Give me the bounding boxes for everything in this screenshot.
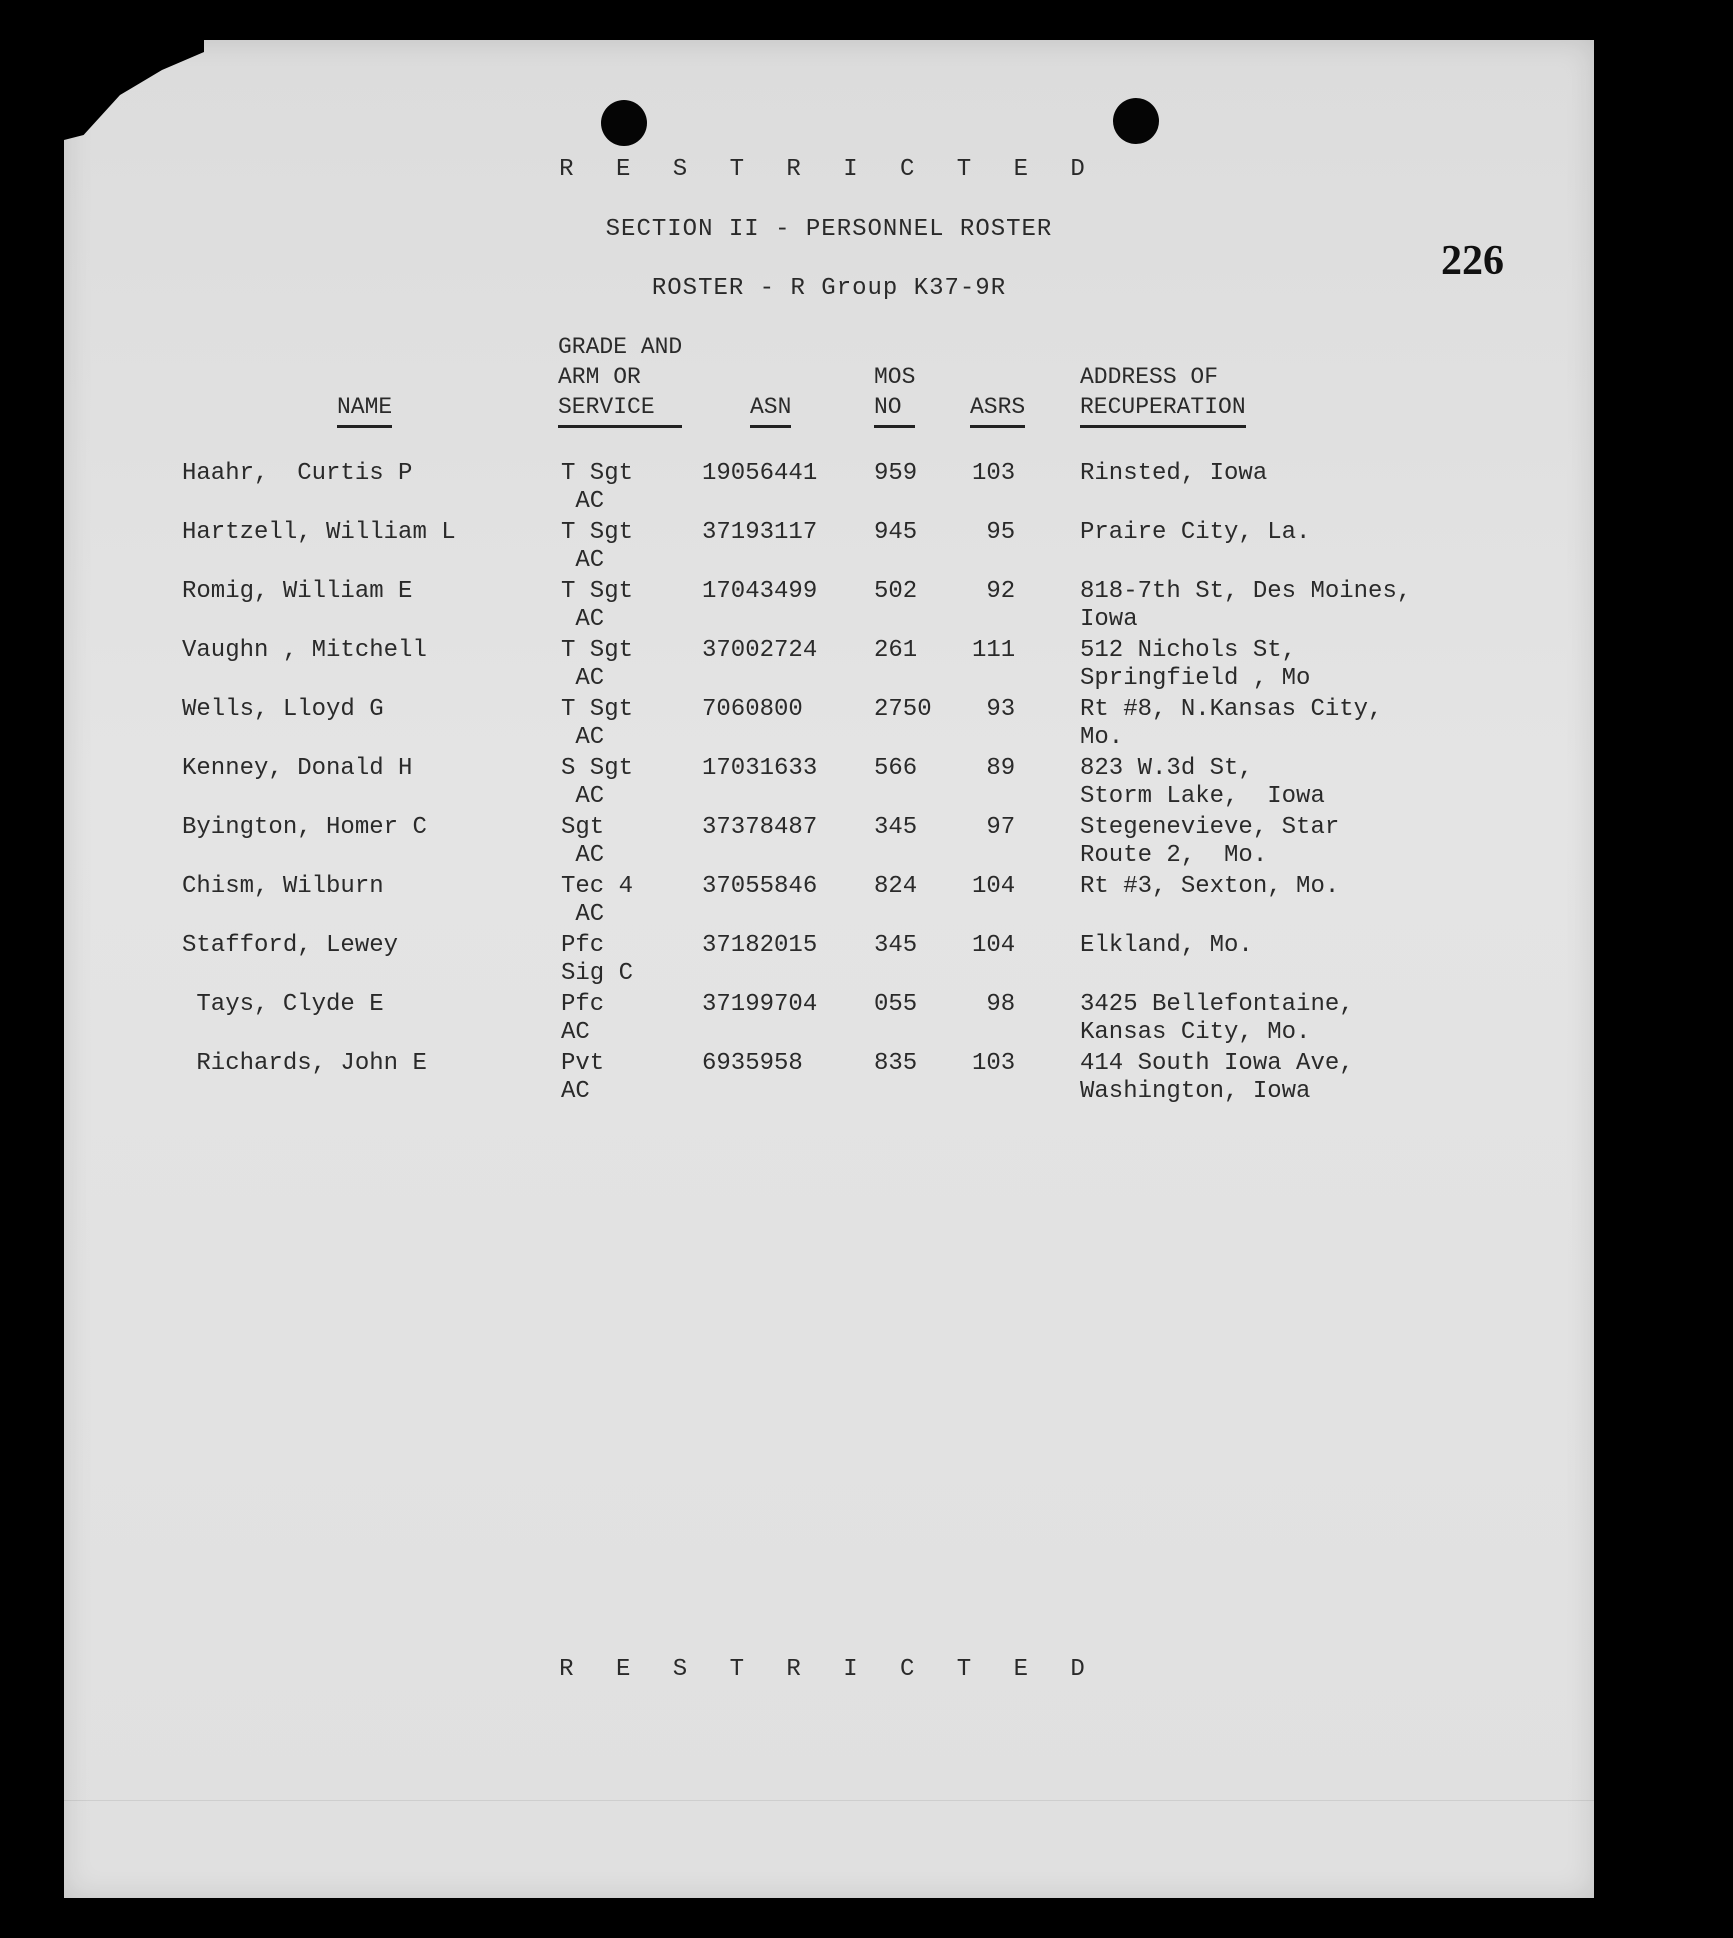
row-asn: 19056441: [702, 460, 818, 487]
row-grade: Pfc AC: [561, 991, 605, 1046]
row-grade: Pfc Sig C: [561, 932, 634, 987]
row-name: Haahr, Curtis P: [182, 460, 413, 487]
table-row: [64, 755, 1594, 813]
row-address: 414 South Iowa Ave, Washington, Iowa: [1080, 1050, 1354, 1105]
row-name: Kenney, Donald H: [182, 755, 413, 782]
row-grade: T Sgt AC: [561, 696, 634, 751]
table-row: [64, 932, 1594, 990]
row-asrs: 98: [972, 991, 1016, 1018]
row-mos-no: 345: [874, 932, 918, 959]
row-address: 512 Nichols St, Springfield , Mo: [1080, 637, 1311, 692]
row-asrs: 93: [972, 696, 1016, 723]
column-header-grade: GRADE AND ARM OR SERVICE: [558, 332, 682, 428]
row-mos-no: 2750: [874, 696, 932, 723]
row-address: 3425 Bellefontaine, Kansas City, Mo.: [1080, 991, 1354, 1046]
column-header-asn: ASN: [750, 392, 791, 428]
column-header-address: ADDRESS OF RECUPERATION: [1080, 362, 1246, 428]
row-grade: Pvt AC: [561, 1050, 605, 1105]
row-name: Stafford, Lewey: [182, 932, 399, 959]
table-row: [64, 519, 1594, 577]
row-asrs: 103: [972, 1050, 1016, 1077]
table-row: [64, 637, 1594, 695]
row-name: Romig, William E: [182, 578, 413, 605]
torn-corner: [64, 40, 204, 140]
row-asrs: 104: [972, 932, 1016, 959]
row-grade: Tec 4 AC: [561, 873, 634, 928]
row-asrs: 103: [972, 460, 1016, 487]
row-grade: T Sgt AC: [561, 519, 634, 574]
row-asn: 37182015: [702, 932, 818, 959]
table-row: [64, 1050, 1594, 1108]
column-header-name: NAME: [337, 392, 392, 428]
row-asrs: 104: [972, 873, 1016, 900]
row-mos-no: 959: [874, 460, 918, 487]
section-title: SECTION II - PERSONNEL ROSTER: [605, 216, 1053, 243]
row-address: Elkland, Mo.: [1080, 932, 1253, 959]
row-address: Praire City, La.: [1080, 519, 1311, 546]
table-row: [64, 814, 1594, 872]
row-name: Richards, John E: [182, 1050, 427, 1077]
row-asrs: 97: [972, 814, 1016, 841]
roster-title: ROSTER - R Group K37-9R: [651, 275, 1007, 302]
classification-bottom: R E S T R I C T E D: [559, 1656, 1099, 1683]
row-asn: 17043499: [702, 578, 818, 605]
row-asrs: 111: [972, 637, 1016, 664]
row-grade: T Sgt AC: [561, 578, 634, 633]
row-mos-no: 502: [874, 578, 918, 605]
table-row: [64, 578, 1594, 636]
column-header-mos: MOS NO: [874, 362, 915, 428]
row-mos-no: 345: [874, 814, 918, 841]
row-asrs: 92: [972, 578, 1016, 605]
punch-hole-right: [1113, 98, 1159, 144]
row-asn: 37002724: [702, 637, 818, 664]
row-mos-no: 261: [874, 637, 918, 664]
row-name: Vaughn , Mitchell: [182, 637, 427, 664]
row-mos-no: 824: [874, 873, 918, 900]
row-asrs: 89: [972, 755, 1016, 782]
row-address: Rinsted, Iowa: [1080, 460, 1268, 487]
row-asn: 37193117: [702, 519, 818, 546]
table-row: [64, 696, 1594, 754]
row-asn: 17031633: [702, 755, 818, 782]
punch-hole-left: [601, 100, 647, 146]
row-asn: 7060800: [702, 696, 803, 723]
row-name: Hartzell, William L: [182, 519, 456, 546]
table-row: [64, 991, 1594, 1049]
row-mos-no: 945: [874, 519, 918, 546]
row-address: Rt #8, N.Kansas City, Mo.: [1080, 696, 1383, 751]
row-asrs: 95: [972, 519, 1016, 546]
row-asn: 6935958: [702, 1050, 803, 1077]
row-mos-no: 566: [874, 755, 918, 782]
row-name: Tays, Clyde E: [182, 991, 384, 1018]
row-name: Chism, Wilburn: [182, 873, 384, 900]
row-address: 818-7th St, Des Moines, Iowa: [1080, 578, 1412, 633]
row-mos-no: 835: [874, 1050, 918, 1077]
column-header-asrs: ASRS: [970, 392, 1025, 428]
page-number: 226: [1441, 238, 1504, 284]
table-row: [64, 460, 1594, 518]
row-address: Rt #3, Sexton, Mo.: [1080, 873, 1340, 900]
classification-top: R E S T R I C T E D: [559, 156, 1099, 183]
row-grade: S Sgt AC: [561, 755, 634, 810]
row-mos-no: 055: [874, 991, 918, 1018]
row-address: Stegenevieve, Star Route 2, Mo.: [1080, 814, 1340, 869]
row-name: Byington, Homer C: [182, 814, 427, 841]
row-grade: T Sgt AC: [561, 460, 634, 515]
row-asn: 37055846: [702, 873, 818, 900]
row-grade: Sgt AC: [561, 814, 605, 869]
document-page: [64, 40, 1594, 1898]
row-asn: 37199704: [702, 991, 818, 1018]
table-row: [64, 873, 1594, 931]
row-asn: 37378487: [702, 814, 818, 841]
page-fold-line: [64, 1800, 1594, 1801]
row-address: 823 W.3d St, Storm Lake, Iowa: [1080, 755, 1325, 810]
row-name: Wells, Lloyd G: [182, 696, 384, 723]
row-grade: T Sgt AC: [561, 637, 634, 692]
